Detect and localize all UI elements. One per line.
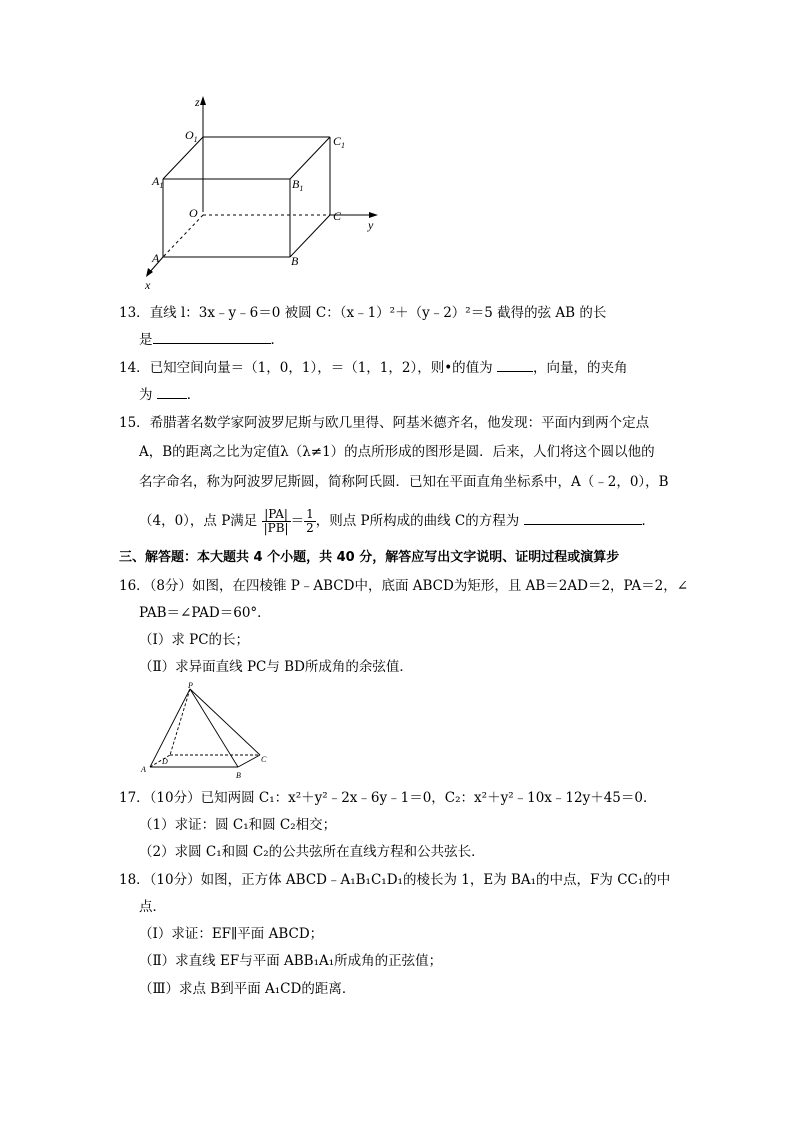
pyr-label-A: A <box>141 765 146 774</box>
q14-answer-blank-2[interactable] <box>157 386 187 399</box>
z-arrow <box>200 96 206 105</box>
pyr-label-B: B <box>236 771 241 780</box>
q15-line4: （4，0），点 P满足 $\frac{|PA|}{|PB|}$ ＝ $\frac{1}{2}$ ，则点 P所构成的曲线 C的方程为 ． <box>139 507 656 535</box>
label-O1: $O_1$ <box>185 128 198 144</box>
q14-answer-blank-1[interactable] <box>497 359 533 372</box>
pyr-label-P: P <box>188 682 193 690</box>
label-y: y <box>368 218 374 232</box>
pyr-label-D: D <box>162 757 168 766</box>
q14-line2: 为 ． <box>139 387 201 403</box>
q14-line1: 14．已知空间向量＝（1，0，1），＝（1，1，2），则•的值为 ，向量，的夹角 <box>119 360 628 376</box>
q18-part1: （Ⅰ）求证：EF∥平面 ABCD； <box>139 926 324 942</box>
q15-line1: 15．希腊著名数学家阿波罗尼斯与欧几里得、阿基米德齐名，他发现：平面内到两个定点 <box>119 415 650 431</box>
q13-line1: 13．直线 l：3x﹣y﹣6＝0 被圆 C：（x﹣1）²＋（y﹣2）²＝5 截得的弦 AB 的长 <box>119 305 607 321</box>
label-z: z <box>195 95 200 109</box>
label-B1: $B_1$ <box>292 177 304 193</box>
label-C: C <box>333 209 342 223</box>
q15-ratio-fraction: $\frac{|PA|}{|PB|}$ <box>263 507 289 535</box>
q18-part3: （Ⅲ）求点 B到平面 A₁CD的距离． <box>139 981 356 997</box>
box-figure <box>140 92 390 292</box>
label-x: x <box>145 278 151 292</box>
q13-answer-blank[interactable] <box>153 331 271 344</box>
label-A: A <box>152 251 160 265</box>
q15-line2: A，B的距离之比为定值λ（λ≠1）的点所形成的图形是圆．后来，人们将这个圆以他的 <box>139 444 655 460</box>
q16-part2: （Ⅱ）求异面直线 PC与 BD所成角的余弦值． <box>139 659 413 675</box>
q15-half-fraction: $\frac{1}{2}$ <box>306 507 314 535</box>
q16-part1: （Ⅰ）求 PC的长； <box>139 632 250 648</box>
pyr-label-C: C <box>261 755 267 764</box>
label-B: B <box>291 254 299 268</box>
q17-part2: （2）求圆 C₁和圆 C₂的公共弦所在直线方程和公共弦长． <box>139 844 485 860</box>
section-3-heading: 三、解答题：本大题共 4 个小题，共 40 分，解答应写出文字说明、证明过程或演算步 <box>119 550 620 565</box>
label-O: O <box>189 206 198 220</box>
q16-line2: PAB＝∠PAD＝60°． <box>139 605 271 621</box>
label-C1: $C_1$ <box>333 134 346 150</box>
pyramid-figure <box>138 682 268 782</box>
q17-line1: 17．（10分）已知两圆 C₁：x²＋y²﹣2x﹣6y﹣1＝0，C₂：x²＋y²﹣10x﹣12y＋45＝0． <box>119 790 657 806</box>
q15-line3: 名字命名，称为阿波罗尼斯圆，简称阿氏圆．已知在平面直角坐标系中，A（﹣2，0），B <box>139 474 669 490</box>
q17-part1: （1）求证：圆 C₁和圆 C₂相交； <box>139 817 337 833</box>
q18-line1: 18．（10分）如图，正方体 ABCD﹣A₁B₁C₁D₁的棱长为 1，E为 BA₁的中点，F为 CC₁的中 <box>119 872 671 888</box>
q18-part2: （Ⅱ）求直线 EF与平面 ABB₁A₁所成角的正弦值； <box>139 953 443 969</box>
q18-line2: 点． <box>139 899 166 915</box>
label-A1: $A_1$ <box>152 174 164 190</box>
q15-answer-blank[interactable] <box>524 512 642 525</box>
q13-line2: 是 ． <box>139 332 284 348</box>
q16-line1: 16．（8分）如图，在四棱锥 P﹣ABCD中，底面 ABCD为矩形，且 AB＝2AD＝2，PA＝2，∠ <box>119 578 689 594</box>
